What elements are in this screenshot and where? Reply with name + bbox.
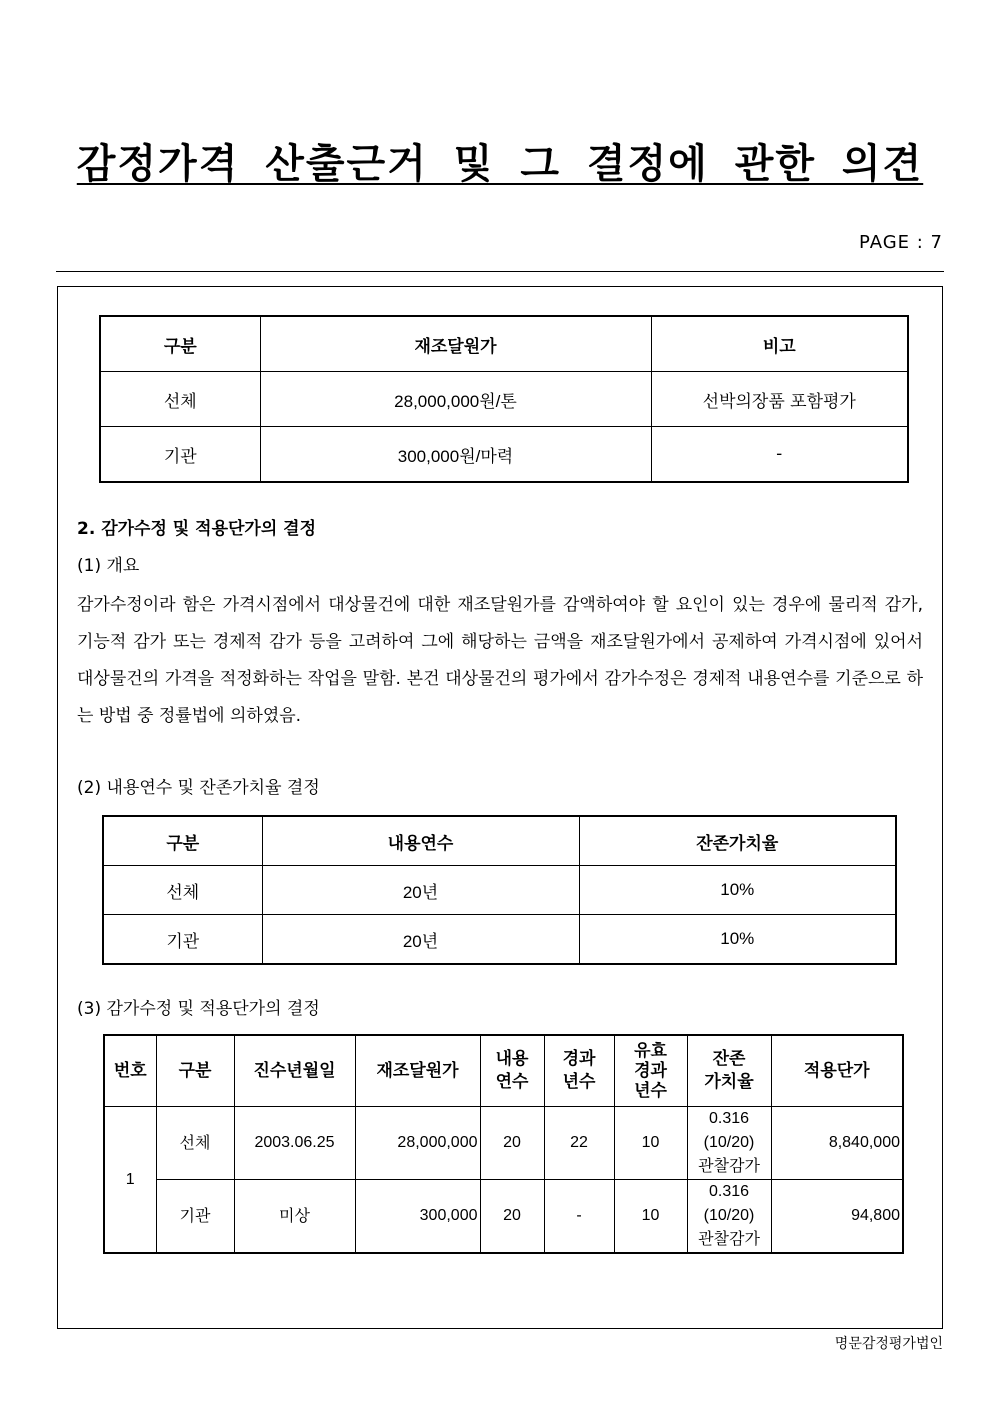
- header-cell: 경과 년수: [544, 1035, 614, 1107]
- table-cell: -: [544, 1180, 614, 1254]
- table-cell: 선체: [100, 372, 260, 427]
- table-row: [100, 427, 908, 483]
- header-cell: 내용연수: [262, 816, 579, 866]
- table-row: [103, 915, 896, 965]
- table-cell: 20: [480, 1107, 544, 1180]
- table-cell: 22: [544, 1107, 614, 1180]
- table-row: [104, 1107, 903, 1180]
- table-cell: 선박의장품 포함평가: [651, 372, 908, 427]
- table-cell: 28,000,000: [355, 1107, 480, 1180]
- table-row: [103, 866, 896, 915]
- table-cell: 기관: [100, 427, 260, 483]
- header-cell: 잔존 가치율: [687, 1035, 771, 1107]
- header-cell: 내용 연수: [480, 1035, 544, 1107]
- table-cell: 10%: [579, 866, 896, 915]
- header-cell: 재조달원가: [260, 316, 651, 372]
- table-cell: 선체: [103, 866, 262, 915]
- table-header-row: [100, 316, 908, 372]
- header-cell: 구분: [103, 816, 262, 866]
- header-cell: 진수년월일: [234, 1035, 355, 1107]
- subsection-heading: (3) 감가수정 및 적용단가의 결정: [77, 999, 320, 1019]
- table-cell: 10: [614, 1180, 687, 1254]
- table-row: [100, 372, 908, 427]
- table-row: [104, 1180, 903, 1254]
- table-cell: 20년: [262, 915, 579, 965]
- table-cell: 미상: [234, 1180, 355, 1254]
- subsection-heading: (1) 개요: [77, 556, 140, 576]
- depreciation-table: [103, 1034, 904, 1254]
- replacement-cost-table: [99, 315, 909, 483]
- table-cell: 94,800: [771, 1180, 903, 1254]
- group-number-cell: 1: [104, 1107, 156, 1254]
- table-cell: 선체: [156, 1107, 234, 1180]
- overview-paragraph: 감가수정이라 함은 가격시점에서 대상물건에 대한 재조달원가를 감액하여야 할 요인이 있는 경우에 물리적 감가, 기능적 감가 또는 경제적 감가 등을 고려하여 그에 해당하는 금액을 재조달원가에서 공제하여 가격시점에 있어서 대상물건의 가격을 적정화하는 작업을 말함. 본건 대상물건의 평가에서 감가수정은 경제적 내용연수를 기준으로 하는 방법 중 정률법에 의하였음.: [77, 595, 923, 726]
- table-cell: 8,840,000: [771, 1107, 903, 1180]
- table-cell: 10%: [579, 915, 896, 965]
- table-cell: 300,000원/마력: [260, 427, 651, 483]
- header-divider: [56, 271, 944, 272]
- table-cell: 0.316 (10/20) 관찰감가: [687, 1180, 771, 1254]
- section-heading: 2. 감가수정 및 적용단가의 결정: [77, 519, 317, 539]
- header-cell: 구분: [156, 1035, 234, 1107]
- table-cell: -: [651, 427, 908, 483]
- useful-life-table: [102, 815, 897, 965]
- table-cell: 기관: [156, 1180, 234, 1254]
- page-title: 감정가격 산출근거 및 그 결정에 관한 의견: [76, 141, 924, 187]
- table-cell: 300,000: [355, 1180, 480, 1254]
- page-number: PAGE : 7: [859, 232, 943, 253]
- table-header-row: [103, 816, 896, 866]
- header-cell: 유효 경과 년수: [614, 1035, 687, 1107]
- table-cell: 20: [480, 1180, 544, 1254]
- table-cell: 2003.06.25: [234, 1107, 355, 1180]
- header-cell: 비고: [651, 316, 908, 372]
- table-cell: 기관: [103, 915, 262, 965]
- table-cell: 10: [614, 1107, 687, 1180]
- table-cell: 28,000,000원/톤: [260, 372, 651, 427]
- table-header-row: [104, 1035, 903, 1107]
- header-cell: 적용단가: [771, 1035, 903, 1107]
- footer-company: 명문감정평가법인: [834, 1336, 943, 1352]
- table-cell: 0.316 (10/20) 관찰감가: [687, 1107, 771, 1180]
- table-cell: 20년: [262, 866, 579, 915]
- header-cell: 번호: [104, 1035, 156, 1107]
- subsection-heading: (2) 내용연수 및 잔존가치율 결정: [77, 778, 320, 798]
- header-cell: 재조달원가: [355, 1035, 480, 1107]
- header-cell: 구분: [100, 316, 260, 372]
- header-cell: 잔존가치율: [579, 816, 896, 866]
